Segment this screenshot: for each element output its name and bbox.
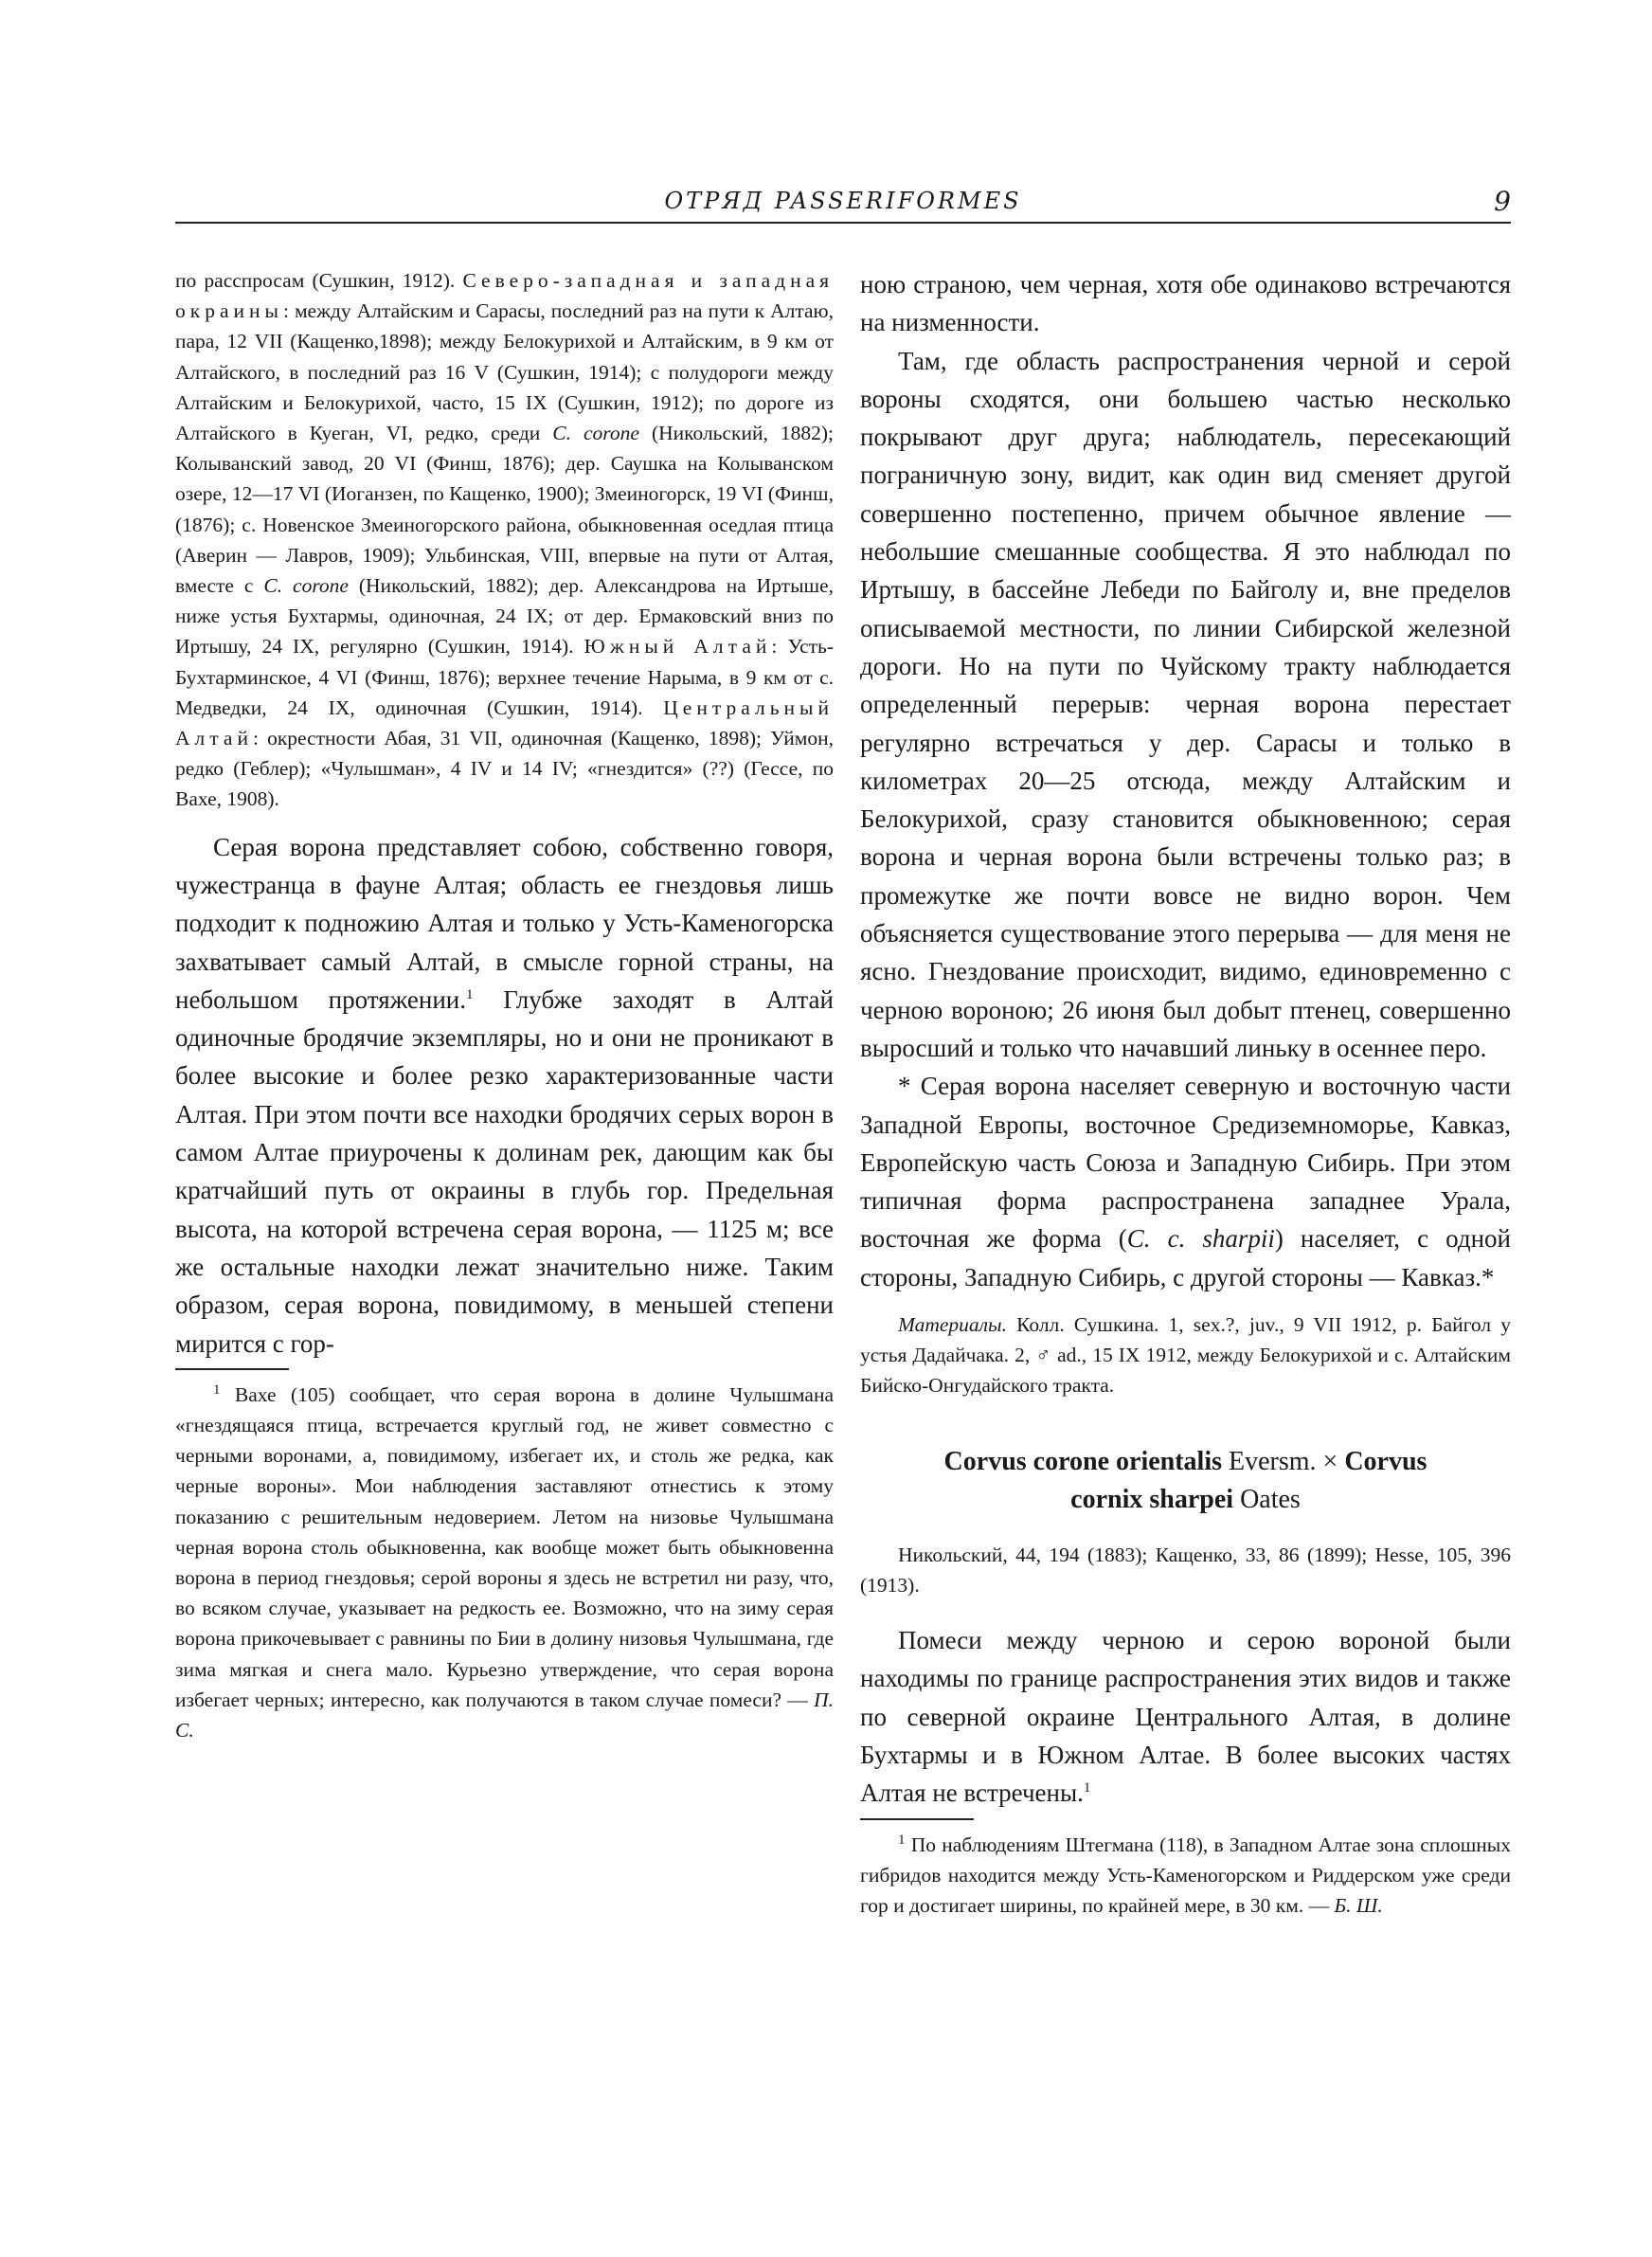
- right-column: [860, 265, 1511, 1921]
- left-column: [175, 265, 834, 1745]
- localities-paragraph: по расспросам (Сушкин, 1912). Северо-западная и западная окраины: между Алтайским и Сарасы, последний раз на пути к Алтаю, пара, 12 VII (Кащенко,1898); между Белокурихой и Алтайским, в 9 км от Алтайского, в последний раз 16 V (Сушкин, 1914); с полудороги между Алтайским и Белокурихой, часто, 15 IX (Сушкин, 1912); по дороге из Алтайского в Куеган, VI, редко, среди C. corone (Никольский, 1882); Колыванский завод, 20 VI (Финш, 1876); дер. Саушка на Колыванском озере, 12—17 VI (Иоганзен, по Кащенко, 1900); Змеиногорск, 19 VI (Финш, (1876); с. Новенское Змеиногорского района, обыкновенная оседлая птица (Аверин — Лавров, 1909); Ульбинская, VIII, впервые на пути от Алтая, вместе с C. corone (Никольский, 1882); дер. Александрова на Иртыше, ниже устья Бухтармы, одиночная, 24 IX; от дер. Ермаковский вниз по Иртышу, 24 IX, регулярно (Сушкин, 1914). Южный Алтай: Усть-Бухтарминское, 4 VI (Финш, 1876); верхнее течение Нарыма, в 9 км от с. Медведки, 24 IX, одиночная (Сушкин, 1914). Центральный Алтай: окрестности Абая, 31 VII, одиночная (Кащенко, 1898); Уймон, редко (Геблер); «Чулышман», 4 IV и 14 IV; «гнездится» (??) (Гессе, по Вахе, 1908).: [175, 269, 835, 811]
- footnote-divider: [175, 1368, 289, 1370]
- running-title: ОТРЯД PASSERIFORMES: [664, 188, 1022, 214]
- continuation-paragraph: ною страною, чем черная, хотя обе одинаково встречаются на низменности.: [860, 270, 1511, 337]
- page-number: 9: [1494, 186, 1511, 217]
- footnote-signature: П. С.: [175, 1688, 834, 1742]
- footnote-signature: Б. Ш.: [1334, 1893, 1383, 1917]
- materials-paragraph: Материалы. Колл. Сушкина. 1, sex.?, juv., 9 VII 1912, р. Байгол у устья Дадайчака. 2, ♂ ad., 15 IX 1912, между Белокурихой и с. Алтайским Бийско-Онгудайского тракта.: [860, 1313, 1511, 1398]
- footnote-reference: 1: [1083, 1780, 1091, 1797]
- footnote: $^1$ По наблюдениям Штегмана (118), в Западном Алтае зона сплошных гибридов находится между Усть-Каменогорском и Риддерском уже среди гор и достигает ширины, по крайней мере, в 30 км. — Б. Ш.: [860, 1832, 1511, 1917]
- region-south: Южный Алтай: [584, 635, 772, 659]
- footnote: $^1$ Вахе (105) сообщает, что серая ворона в долине Чулышмана «гнездящаяся птица, встречается круглый год, не живет совместно с черными воронами, а, повидимому, избегает их, и столь же редка, как черные вороны». Мои наблюдения заставляют отнестись к этому показанию с решительным недоверием. Летом на низовье Чулышмана черная ворона столь обыкновенна, как вообще может быть обыкновенна ворона в период гнездовья; серой вороны я здесь не встретил ни разу, что, во всяком случае, указывает на редкость ее. Возможно, что на зиму серая ворона прикочевывает с равнины по Бии в долину низовья Чулышмана, где зима мягкая и снега мало. Курьезно утверждение, что серая ворона избегает черных; интересно, как получаются в таком случае помеси? — П. С.: [175, 1381, 834, 1742]
- species-heading: Corvus corone orientalis Eversm. × Corvus cornix sharpei Oates: [943, 1446, 1428, 1514]
- body-paragraph: Там, где область распространения черной и серой вороны сходятся, они большею частью несколько покрывают друг друга; наблюдатель, пересекающий пограничную зону, видит, как один вид сменяет другой совершенно постепенно, причем обычное явление — небольшие смешанные сообщества. Я это наблюдал по Иртышу, в бассейне Лебеди по Байголу и, вне пределов описываемой местности, по линии Сибирской железной дороги. Но на пути по Чуйскому тракту наблюдается определенный перерыв: черная ворона перестает регулярно встречаться у дер. Сарасы и только в километрах 20—25 отсюда, между Алтайским и Белокурихой, сразу становится обыкновенною; серая ворона и черная ворона были встречены только раз; в промежутке же почти вовсе не видно ворон. Чем объясняется существование этого перерыва — для меня не ясно. Гнездование происходит, видимо, единовременно с черною вороною; 26 июня был добыт птенец, совершенно выросший и только что начавший линьку в осеннее перо.: [860, 346, 1511, 1062]
- body-paragraph: Серая ворона представляет собою, собственно говоря, чужестранца в фауне Алтая; область ее гнездовья лишь подходит к подножию Алтая и только у Усть-Каменогорска захватывает самый Алтай, в смысле горной страны, на небольшом протяжении.$^1$ Глубже заходят в Алтай одиночные бродячие экземпляры, но и они не проникают в более высокие и более резко характеризованные части Алтая. При этом почти все находки бродячих серых ворон в самом Алтае приурочены к долинам рек, дающим как бы кратчайший путь от окраины в глубь гор. Предельная высота, на которой встречена серая ворона, — 1125 м; все же остальные находки лежат значительно ниже. Таким образом, серая ворона, повидимому, в меньшей степени мирится с гор-: [175, 832, 834, 1358]
- footnote-reference: 1: [466, 986, 474, 1002]
- distribution-paragraph: * Серая ворона населяет северную и восточную части Западной Европы, восточное Средиземноморье, Кавказ, Европейскую часть Союза и Западную Сибирь. При этом типичная форма распространена западнее Урала, восточная же форма (C. c. sharpii) населяет, с одной стороны, Западную Сибирь, с другой стороны — Кавказ.*: [860, 1072, 1511, 1291]
- synonymy-paragraph: Никольский, 44, 194 (1883); Кащенко, 33, 86 (1899); Hesse, 105, 396 (1913).: [860, 1543, 1511, 1597]
- footnote-divider: [860, 1818, 974, 1820]
- page-header: [175, 186, 1511, 224]
- hybrid-paragraph: Помеси между черною и серою вороной были находимы по границе распространения этих видов и также по северной окраине Центрального Алтая, в долине Бухтармы и в Южном Алтае. В более высоких частях Алтая не встречены.$^1$: [860, 1626, 1511, 1808]
- region-northwest: Северо-западная и западная окраины: [175, 269, 835, 323]
- region-central: Центральный Алтай: [175, 695, 834, 750]
- materials-label: Материалы.: [898, 1313, 1007, 1337]
